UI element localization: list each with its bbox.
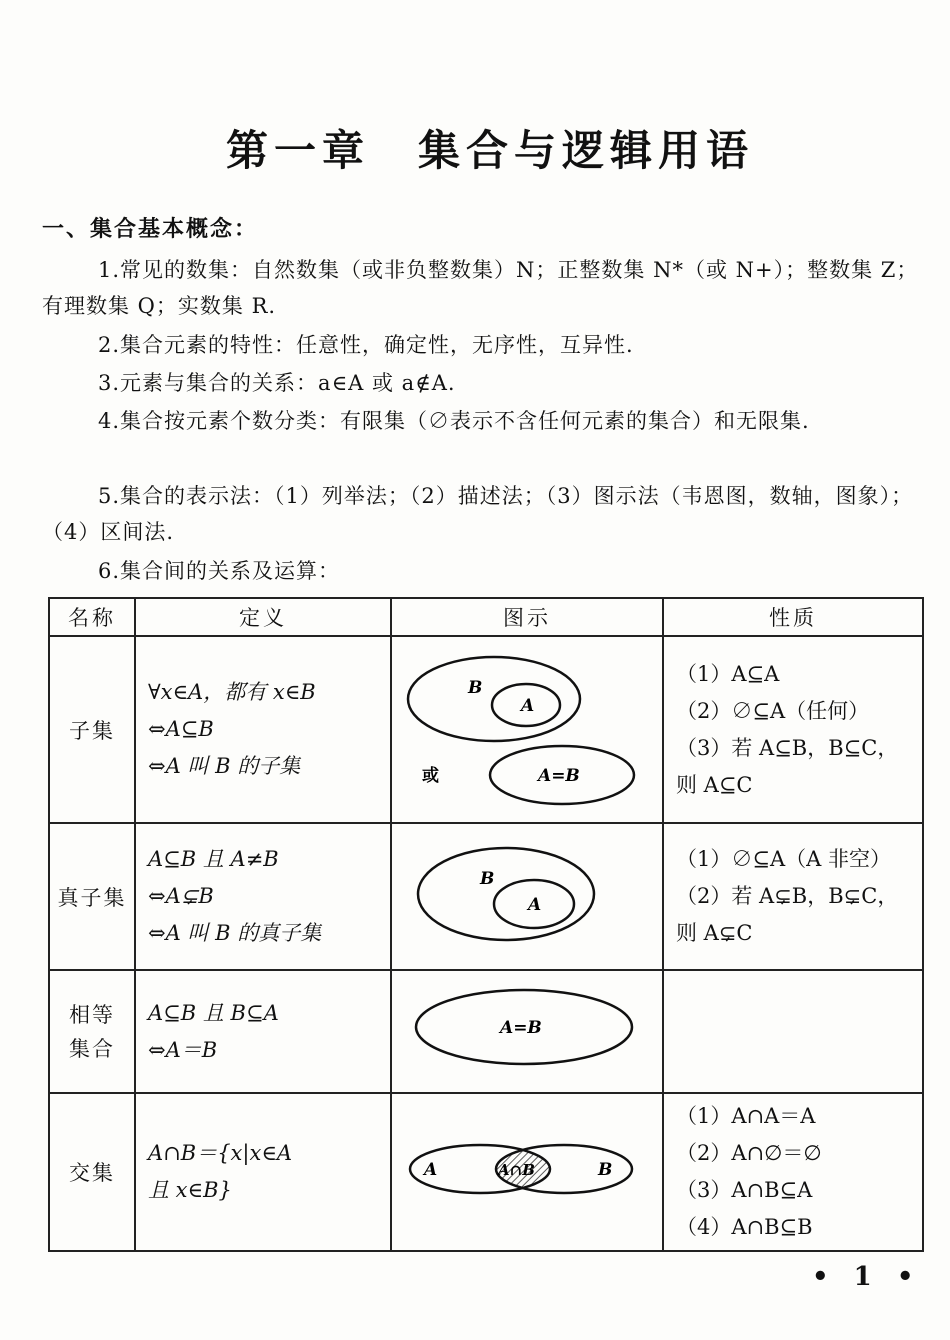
prop-line: （2）若 A⊊B，B⊊C， bbox=[676, 884, 899, 908]
inner-set-label: A bbox=[521, 696, 535, 716]
item-4-text: 集合按元素个数分类：有限集（∅表示不含任何元素的集合）和无限集. bbox=[120, 409, 810, 433]
table-row bbox=[49, 970, 923, 1093]
row-intersection-properties bbox=[663, 1093, 923, 1251]
equal-set-venn-diagram bbox=[394, 971, 660, 1087]
equal-set-label: A=B bbox=[500, 1018, 542, 1038]
subset-venn-diagram bbox=[394, 637, 660, 817]
item-3-text: 元素与集合的关系：a∈A 或 a∉A. bbox=[120, 371, 456, 395]
def-line: ⇔A⊆B bbox=[148, 717, 214, 741]
header-properties: 性质 bbox=[663, 598, 923, 636]
outer-set-label: B bbox=[480, 869, 495, 889]
chapter-number: 第一章 bbox=[225, 126, 370, 175]
set-relations-table bbox=[48, 597, 924, 1252]
equal-set-label: A=B bbox=[538, 766, 580, 786]
row-subset-properties bbox=[663, 636, 923, 823]
header-name: 名称 bbox=[49, 598, 135, 636]
prop-line: （1）∅⊆A（A 非空） bbox=[676, 847, 891, 871]
item-1-no: 1. bbox=[98, 258, 121, 282]
row-proper-subset-figure bbox=[391, 823, 663, 970]
inner-set-label: A bbox=[528, 895, 542, 915]
row-subset-name: 子集 bbox=[49, 636, 135, 823]
or-label: 或 bbox=[422, 766, 439, 786]
intersection-label: A∩B bbox=[498, 1160, 535, 1179]
item-5-text: 集合的表示法：（1）列举法；（2）描述法；（3）图示法（韦恩图，数轴，图象）；（4）区间法. bbox=[42, 484, 914, 544]
table-row bbox=[49, 823, 923, 970]
row-proper-subset-properties bbox=[663, 823, 923, 970]
name-line: 相等 bbox=[69, 1002, 115, 1027]
name-line: 集合 bbox=[69, 1036, 115, 1061]
item-6-no: 6. bbox=[98, 559, 121, 583]
def-line: ⇔A＝B bbox=[148, 1037, 218, 1062]
row-equal-set-figure bbox=[391, 970, 663, 1093]
chapter-title bbox=[0, 118, 950, 178]
item-6 bbox=[42, 553, 930, 589]
row-subset-figure bbox=[391, 636, 663, 823]
item-6-text: 集合间的关系及运算： bbox=[120, 559, 341, 583]
set-b-label: B bbox=[598, 1159, 613, 1180]
prop-line: （3）若 A⊆B，B⊆C， bbox=[676, 735, 899, 760]
prop-line: 则 A⊊C bbox=[676, 921, 753, 945]
def-line: ⇔A 叫 B 的真子集 bbox=[148, 921, 322, 945]
item-2-text: 集合元素的特性：任意性，确定性，无序性，互异性. bbox=[120, 333, 634, 357]
table-row bbox=[49, 1093, 923, 1251]
table-row bbox=[49, 636, 923, 823]
prop-line: （2）∅⊆A（任何） bbox=[676, 698, 870, 723]
prop-line: （1）A⊆A bbox=[676, 661, 780, 686]
row-equal-set-definition bbox=[135, 970, 391, 1093]
def-line: A⊆B 且 B⊆A bbox=[148, 1000, 279, 1025]
item-3-no: 3. bbox=[98, 371, 121, 395]
item-1-text: 常见的数集：自然数集（或非负整数集）N；正整数集 N*（或 N+）；整数集 Z；有理数集 Q；实数集 R. bbox=[42, 258, 919, 318]
item-2-no: 2. bbox=[98, 333, 121, 357]
section-heading: 一、集合基本概念： bbox=[42, 217, 259, 242]
prop-line: （4）A∩B⊆B bbox=[676, 1215, 813, 1239]
prop-line: 则 A⊆C bbox=[676, 772, 753, 797]
prop-line: （2）A∩∅＝∅ bbox=[676, 1141, 822, 1165]
item-5 bbox=[42, 478, 930, 550]
row-proper-subset-name: 真子集 bbox=[49, 823, 135, 970]
header-figure: 图示 bbox=[391, 598, 663, 636]
row-intersection-name: 交集 bbox=[49, 1093, 135, 1251]
prop-line: （3）A∩B⊆A bbox=[676, 1178, 813, 1202]
def-line: 且 x∈B} bbox=[148, 1178, 232, 1202]
prop-line: （1）A∩A＝A bbox=[676, 1104, 816, 1128]
outer-set-ellipse bbox=[418, 848, 594, 940]
proper-subset-venn-diagram bbox=[394, 824, 660, 964]
row-proper-subset-definition bbox=[135, 823, 391, 970]
item-3 bbox=[42, 365, 930, 401]
row-intersection-definition bbox=[135, 1093, 391, 1251]
def-line: ∀x∈A，都有 x∈B bbox=[148, 680, 316, 704]
def-line: A∩B＝{x|x∈A bbox=[148, 1141, 293, 1165]
item-4 bbox=[42, 403, 930, 439]
row-equal-set-properties bbox=[663, 970, 923, 1093]
set-a-label: A bbox=[424, 1159, 438, 1180]
outer-set-label: B bbox=[468, 678, 483, 698]
def-line: A⊆B 且 A≠B bbox=[148, 847, 279, 871]
def-line: ⇔A⊊B bbox=[148, 884, 214, 908]
row-subset-definition bbox=[135, 636, 391, 823]
def-line: ⇔A 叫 B 的子集 bbox=[148, 754, 301, 778]
row-equal-set-name bbox=[49, 970, 135, 1093]
item-5-no: 5. bbox=[98, 484, 121, 508]
table-header-row bbox=[49, 598, 923, 636]
intersection-venn-diagram bbox=[394, 1095, 660, 1245]
row-intersection-figure bbox=[391, 1093, 663, 1251]
header-definition: 定义 bbox=[135, 598, 391, 636]
item-4-no: 4. bbox=[98, 409, 121, 433]
item-2 bbox=[42, 327, 930, 363]
item-1 bbox=[42, 252, 930, 324]
chapter-name: 集合与逻辑用语 bbox=[418, 126, 755, 175]
page-number: • 1 • bbox=[812, 1262, 922, 1292]
